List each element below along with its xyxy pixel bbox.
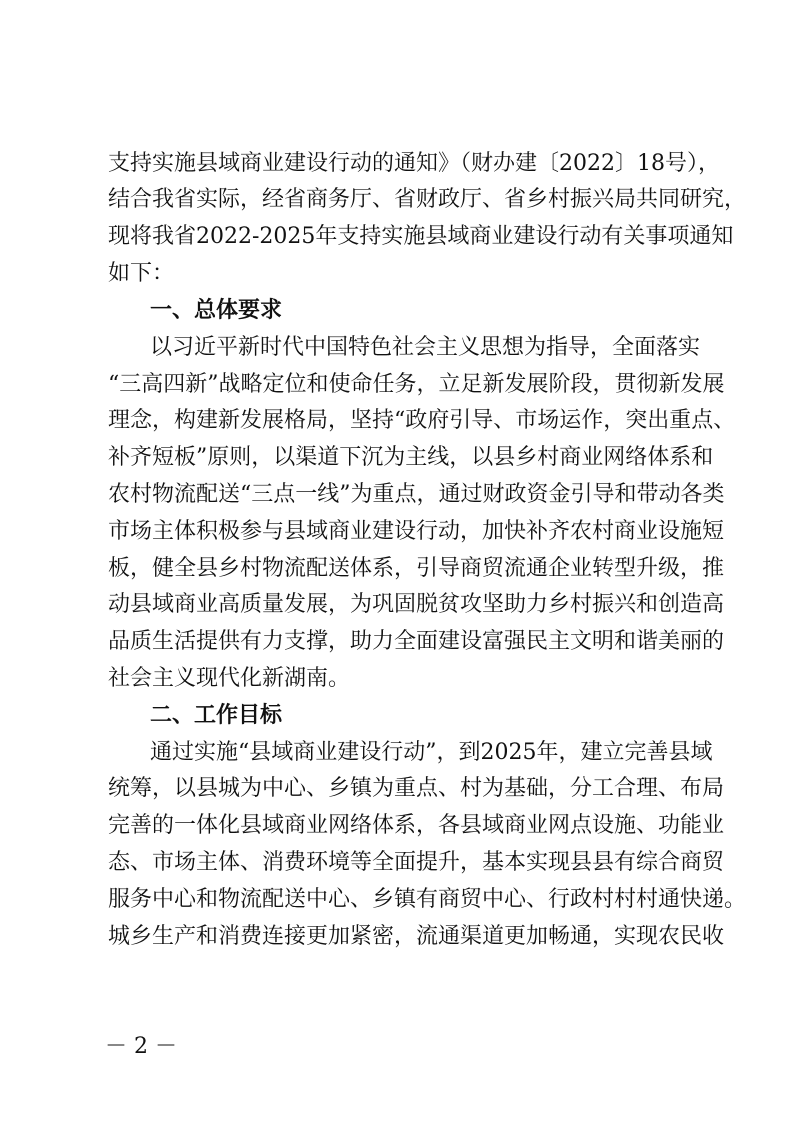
section-heading-1: 一、总体要求 (150, 298, 283, 323)
page-number: － 2 － (105, 1034, 177, 1059)
body-line-22: 城乡生产和消费连接更加紧密，流通渠道更加畅通，实现农民收 (108, 924, 725, 949)
body-line-12: 板，健全县乡村物流配送体系，引导商贸流通企业转型升级，推 (108, 556, 725, 581)
body-line-17: 通过实施“县域商业建设行动”，到2025年，建立完善县域 (150, 740, 713, 765)
body-line-3: 现将我省2022-2025年支持实施县域商业建设行动有关事项通知 (108, 224, 734, 249)
body-line-10: 农村物流配送“三点一线”为重点，通过财政资金引导和带动各类 (108, 482, 725, 507)
body-line-19: 完善的一体化县域商业网络体系，各县域商业网点设施、功能业 (108, 813, 725, 838)
body-line-15: 社会主义现代化新湖南。 (108, 666, 351, 691)
body-line-13: 动县域商业高质量发展，为巩固脱贫攻坚助力乡村振兴和创造高 (108, 592, 725, 617)
body-line-21: 服务中心和物流配送中心、乡镇有商贸中心、行政村村村通快递。 (108, 887, 747, 912)
body-line-4: 如下： (108, 261, 175, 286)
body-line-14: 品质生活提供有力支撑，助力全面建设富强民主文明和谐美丽的 (108, 629, 725, 654)
section-heading-2: 二、工作目标 (150, 703, 283, 728)
body-line-18: 统筹，以县城为中心、乡镇为重点、村为基础，分工合理、布局 (108, 776, 725, 801)
body-line-1: 支持实施县域商业建设行动的通知》（财办建〔2022〕18号）， (108, 151, 720, 176)
body-line-7: “三高四新”战略定位和使命任务，立足新发展阶段，贯彻新发展 (108, 372, 725, 397)
body-line-20: 态、市场主体、消费环境等全面提升，基本实现县县有综合商贸 (108, 850, 725, 875)
body-line-11: 市场主体积极参与县域商业建设行动，加快补齐农村商业设施短 (108, 519, 725, 544)
body-line-6: 以习近平新时代中国特色社会主义思想为指导，全面落实 (150, 335, 701, 360)
body-line-8: 理念，构建新发展格局，坚持“政府引导、市场运作，突出重点、 (108, 408, 736, 433)
body-line-2: 结合我省实际，经省商务厅、省财政厅、省乡村振兴局共同研究， (108, 187, 747, 212)
body-line-9: 补齐短板”原则，以渠道下沉为主线，以县乡村商业网络体系和 (108, 445, 714, 470)
